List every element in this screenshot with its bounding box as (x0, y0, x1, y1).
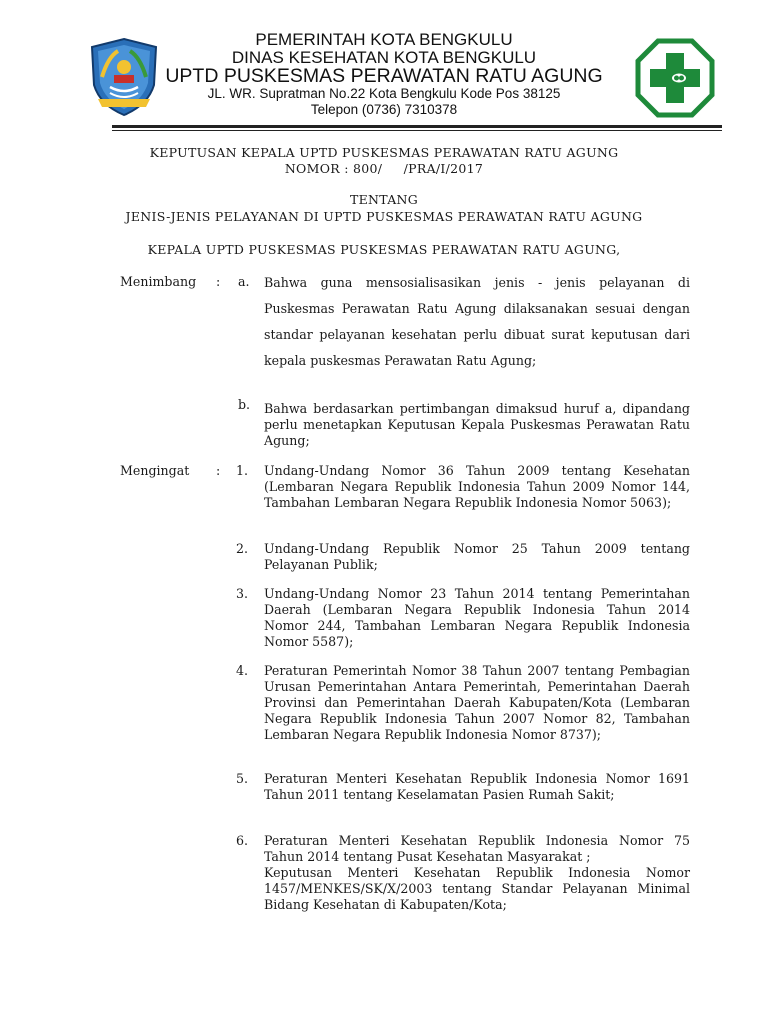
mengingat-marker-1: 1. (236, 463, 249, 478)
decree-heading: KEPUTUSAN KEPALA UPTD PUSKESMAS PERAWATAN RATU AGUNG (149, 145, 619, 160)
letterhead-rule-thin (112, 130, 722, 131)
letterhead-rule-thick (112, 125, 722, 128)
mengingat-item-2: Undang-Undang Republik Nomor 25 Tahun 2009 tentang Pelayanan Publik; (264, 541, 690, 572)
mengingat-marker-6: 6. (236, 833, 249, 848)
letterhead-phone: Telepon (0736) 7310378 (310, 102, 458, 117)
menimbang-marker-b: b. (238, 397, 251, 412)
mengingat-item-1: Undang-Undang Nomor 36 Tahun 2009 tentang Kesehatan (Lembaran Negara Republik Indonesia Tahun 2009 Nomor 144, Tambahan Lembaran Negara Republik Indonesia Nomor 5063); (264, 463, 690, 510)
mengingat-item-4: Peraturan Pemerintah Nomor 38 Tahun 2007 tentang Pembagian Urusan Pemerintahan Antara Pemerintah, Pemerintahan Daerah Provinsi dan Pemerintahan Daerah Kabupaten/Kota (Lembaran Negara Republik Indonesia Tahun 2007 Nomor 82, Tambahan Lembaran Negara Republik Indonesia Nomor 8737); (264, 663, 690, 742)
mengingat-item-5: Peraturan Menteri Kesehatan Republik Indonesia Nomor 1691 Tahun 2011 tentang Keselamatan Pasien Rumah Sakit; (264, 771, 690, 802)
decree-number: NOMOR : 800/ /PRA/I/2017 (284, 161, 484, 176)
letterhead-department: DINAS KESEHATAN KOTA BENGKULU (231, 48, 537, 67)
mengingat-marker-5: 5. (236, 771, 249, 786)
menimbang-colon: : (216, 274, 221, 289)
mengingat-item-3: Undang-Undang Nomor 23 Tahun 2014 tentang Pemerintahan Daerah (Lembaran Negara Republik Indonesia Tahun 2014 Nomor 244, Tambahan Lembaran Negara Republik Indonesia Nomor 5587); (264, 586, 690, 649)
menimbang-item-a: Bahwa guna mensosialisasikan jenis - jenis pelayanan di Puskesmas Perawatan Ratu Agung dilaksanakan sesuai dengan standar pelayanan kesehatan perlu dibuat surat keputusan dari kepala puskesmas Perawatan Ratu Agung; (264, 275, 690, 368)
menimbang-label: Menimbang (120, 274, 197, 289)
letterhead-institution: UPTD PUSKESMAS PERAWATAN RATU AGUNG (165, 65, 603, 87)
letterhead-government: PEMERINTAH KOTA BENGKULU (255, 30, 513, 49)
mengingat-item-6-extra: Keputusan Menteri Kesehatan Republik Indonesia Nomor 1457/MENKES/SK/X/2003 tentang Standar Pelayanan Minimal Bidang Kesehatan di Kabupaten/Kota; (264, 865, 690, 912)
letterhead-address: JL. WR. Supratman No.22 Kota Bengkulu Kode Pos 38125 (207, 86, 561, 101)
mengingat-colon: : (216, 463, 221, 478)
menimbang-item-b: Bahwa berdasarkan pertimbangan dimaksud huruf a, dipandang perlu menetapkan Keputusan Kepala Puskesmas Perawatan Ratu Agung; (264, 401, 690, 448)
puskesmas-cross-icon (634, 37, 716, 119)
decree-authority: KEPALA UPTD PUSKESMAS PUSKESMAS PERAWATAN RATU AGUNG, (147, 242, 621, 257)
mengingat-marker-3: 3. (236, 586, 249, 601)
mengingat-item-6: Peraturan Menteri Kesehatan Republik Indonesia Nomor 75 Tahun 2014 tentang Pusat Kesehatan Masyarakat ; (264, 833, 690, 864)
menimbang-marker-a: a. (238, 274, 250, 289)
mengingat-marker-2: 2. (236, 541, 249, 556)
mengingat-marker-4: 4. (236, 663, 249, 678)
decree-subject: JENIS-JENIS PELAYANAN DI UPTD PUSKESMAS PERAWATAN RATU AGUNG (125, 209, 643, 224)
mengingat-label: Mengingat (120, 463, 190, 478)
decree-tentang: TENTANG (349, 192, 419, 207)
